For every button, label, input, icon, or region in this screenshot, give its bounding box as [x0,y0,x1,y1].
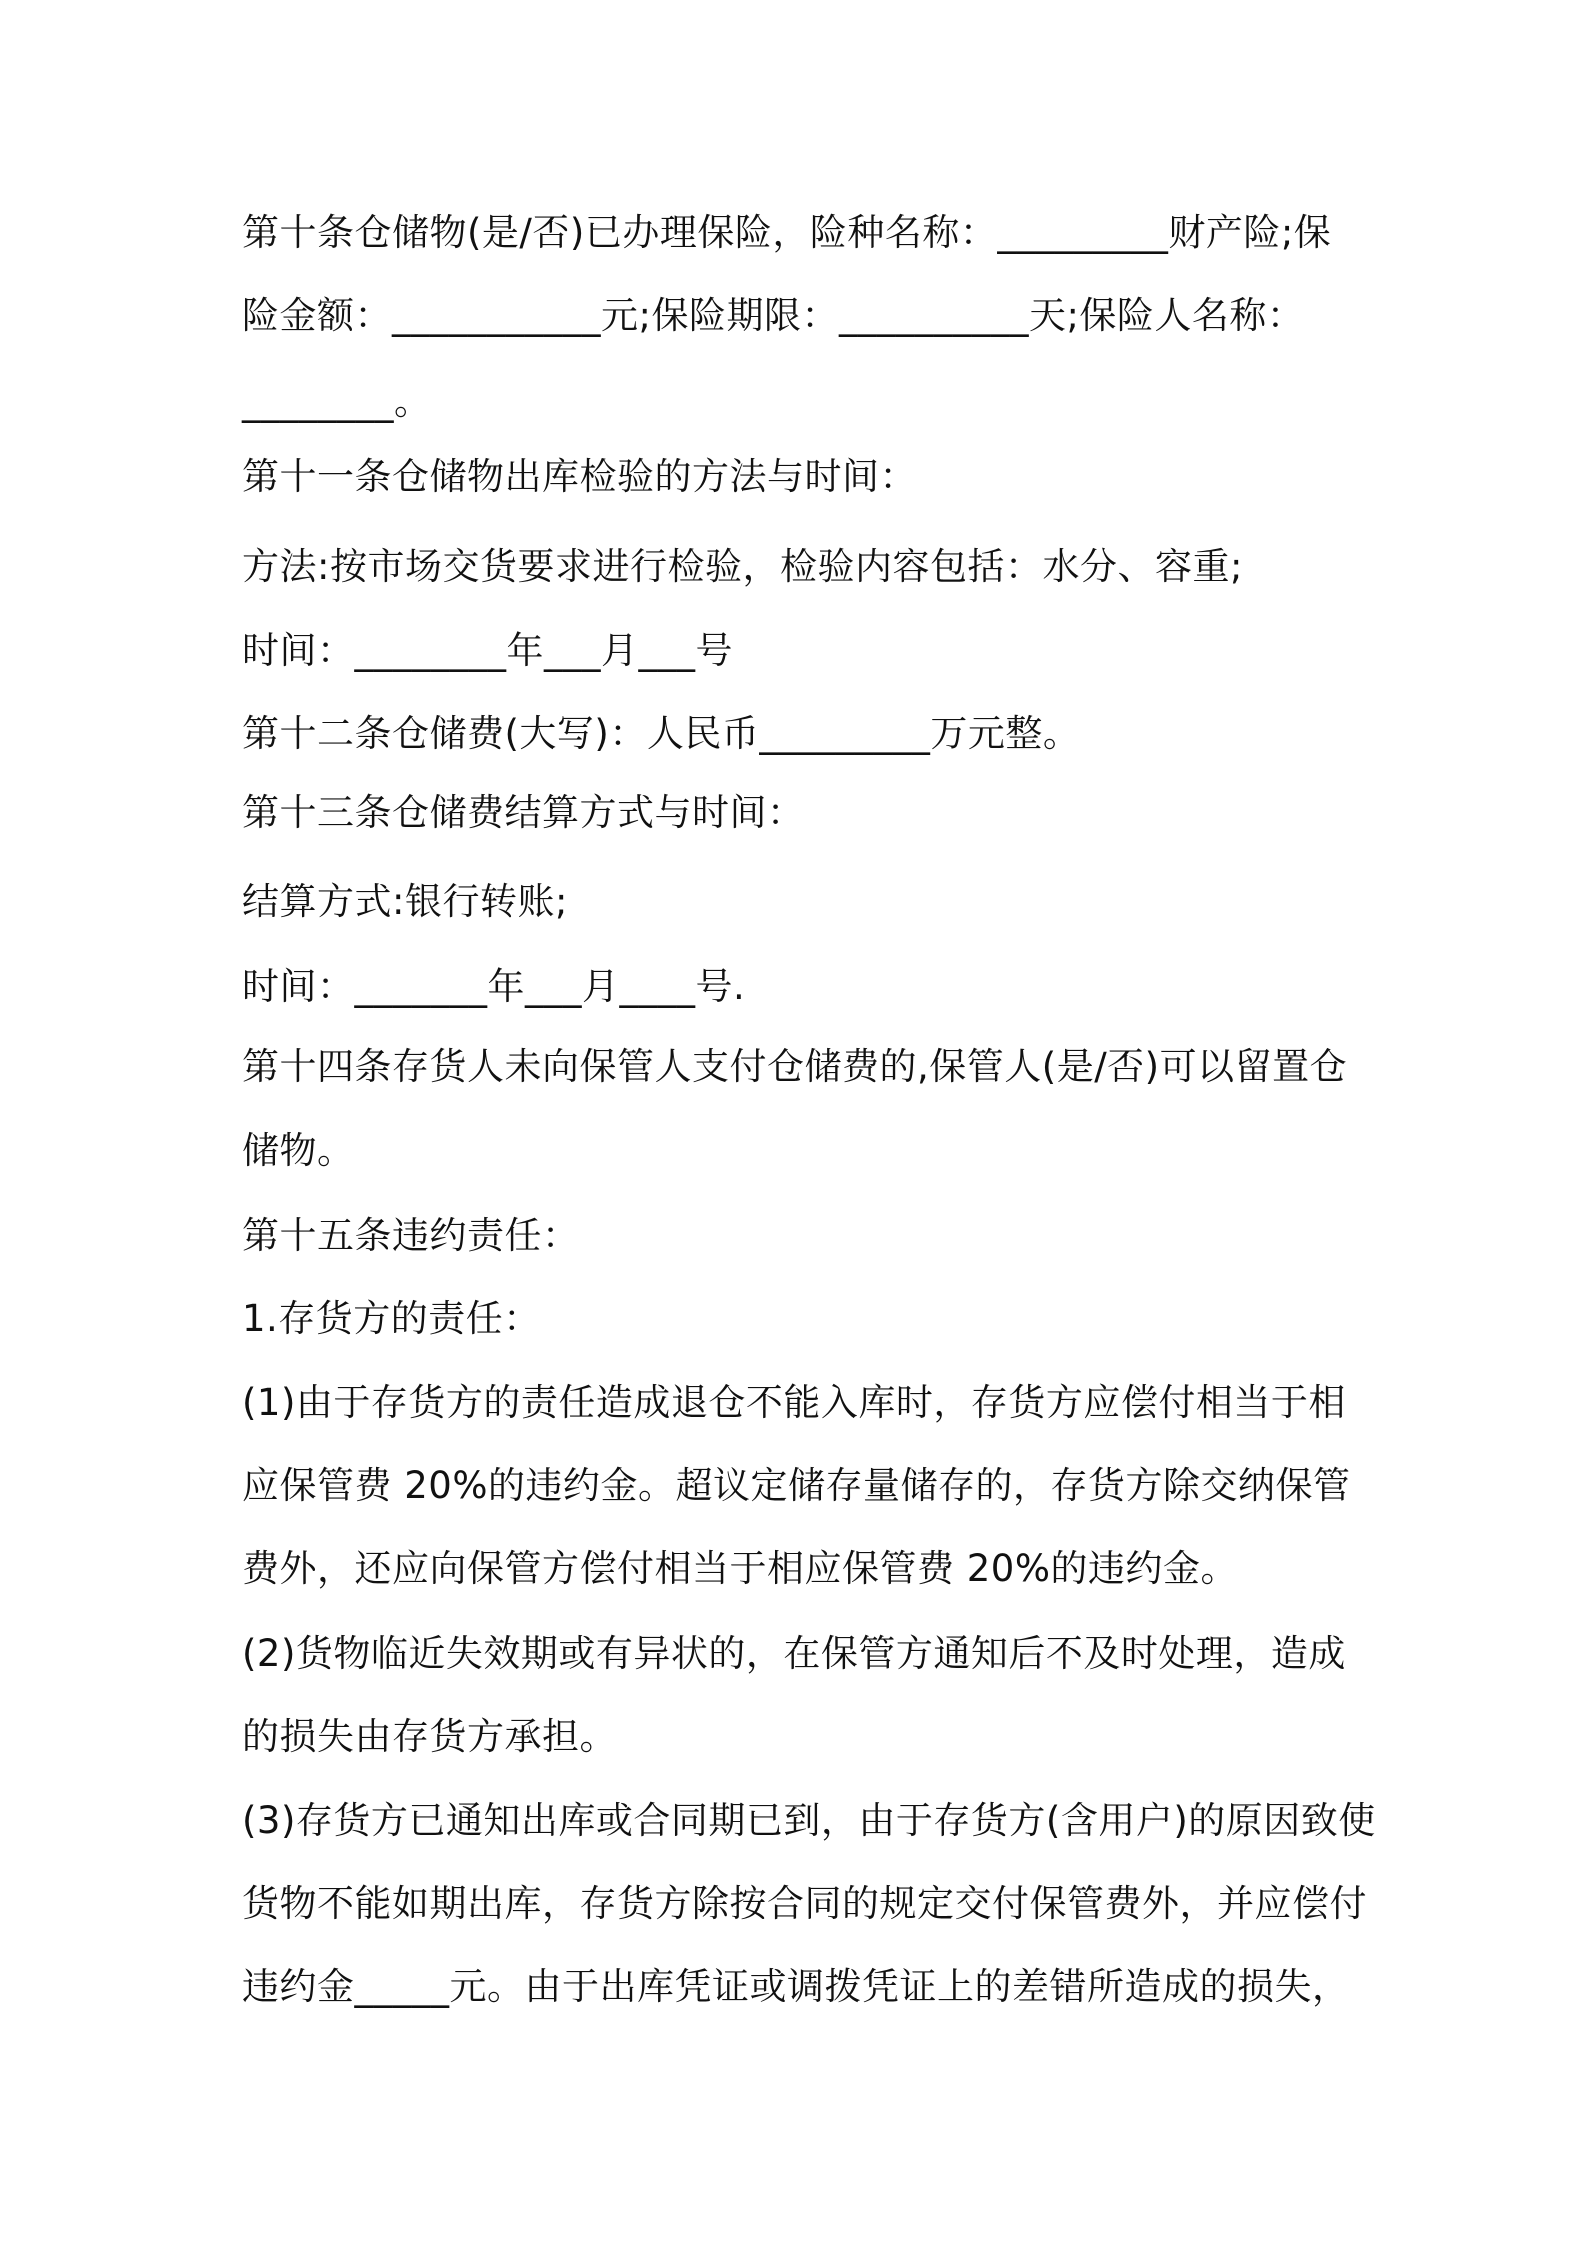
item-3-line-1: (3)存货方已通知出库或合同期已到，由于存货方(含用户)的原因致使 [242,1799,1376,1842]
clause-10-line-2: 险金额：___________元;保险期限：__________天;保险人名称： [242,294,1305,337]
item-1-line-3: 费外，还应向保管方偿付相当于相应保管费 20%的违约金。 [242,1547,1238,1590]
item-2-line-1: (2)货物临近失效期或有异状的，在保管方通知后不及时处理，造成 [242,1632,1346,1675]
item-2-line-2: 的损失由存货方承担。 [242,1715,617,1758]
item-1-line-1: (1)由于存货方的责任造成退仓不能入库时，存货方应偿付相当于相 [242,1381,1346,1424]
clause-11-method: 方法:按市场交货要求进行检验，检验内容包括：水分、容重; [242,545,1243,588]
clause-11-time: 时间：________年___月___号 [242,629,733,672]
item-3-line-2: 货物不能如期出库，存货方除按合同的规定交付保管费外，并应偿付 [242,1882,1367,1925]
clause-14-line-2: 储物。 [242,1129,355,1172]
clause-14-line-1: 第十四条存货人未向保管人支付仓储费的,保管人(是/否)可以留置仓 [242,1045,1348,1088]
clause-11-heading: 第十一条仓储物出库检验的方法与时间： [242,455,917,498]
clause-12: 第十二条仓储费(大写)：人民币_________万元整。 [242,712,1081,755]
clause-10-line-3: ________。 [242,380,432,423]
depositor-liability-heading: 1.存货方的责任： [242,1297,541,1340]
clause-13-time: 时间：_______年___月____号. [242,965,746,1008]
clause-15-heading: 第十五条违约责任： [242,1214,580,1257]
clause-10-line-1: 第十条仓储物(是/否)已办理保险，险种名称：_________财产险;保 [242,211,1332,254]
clause-13-heading: 第十三条仓储费结算方式与时间： [242,791,805,834]
item-3-line-3: 违约金_____元。由于出库凭证或调拨凭证上的差错所造成的损失， [242,1965,1350,2008]
clause-13-method: 结算方式:银行转账; [242,880,568,923]
item-1-line-2: 应保管费 20%的违约金。超议定储存量储存的，存货方除交纳保管 [242,1464,1351,1507]
